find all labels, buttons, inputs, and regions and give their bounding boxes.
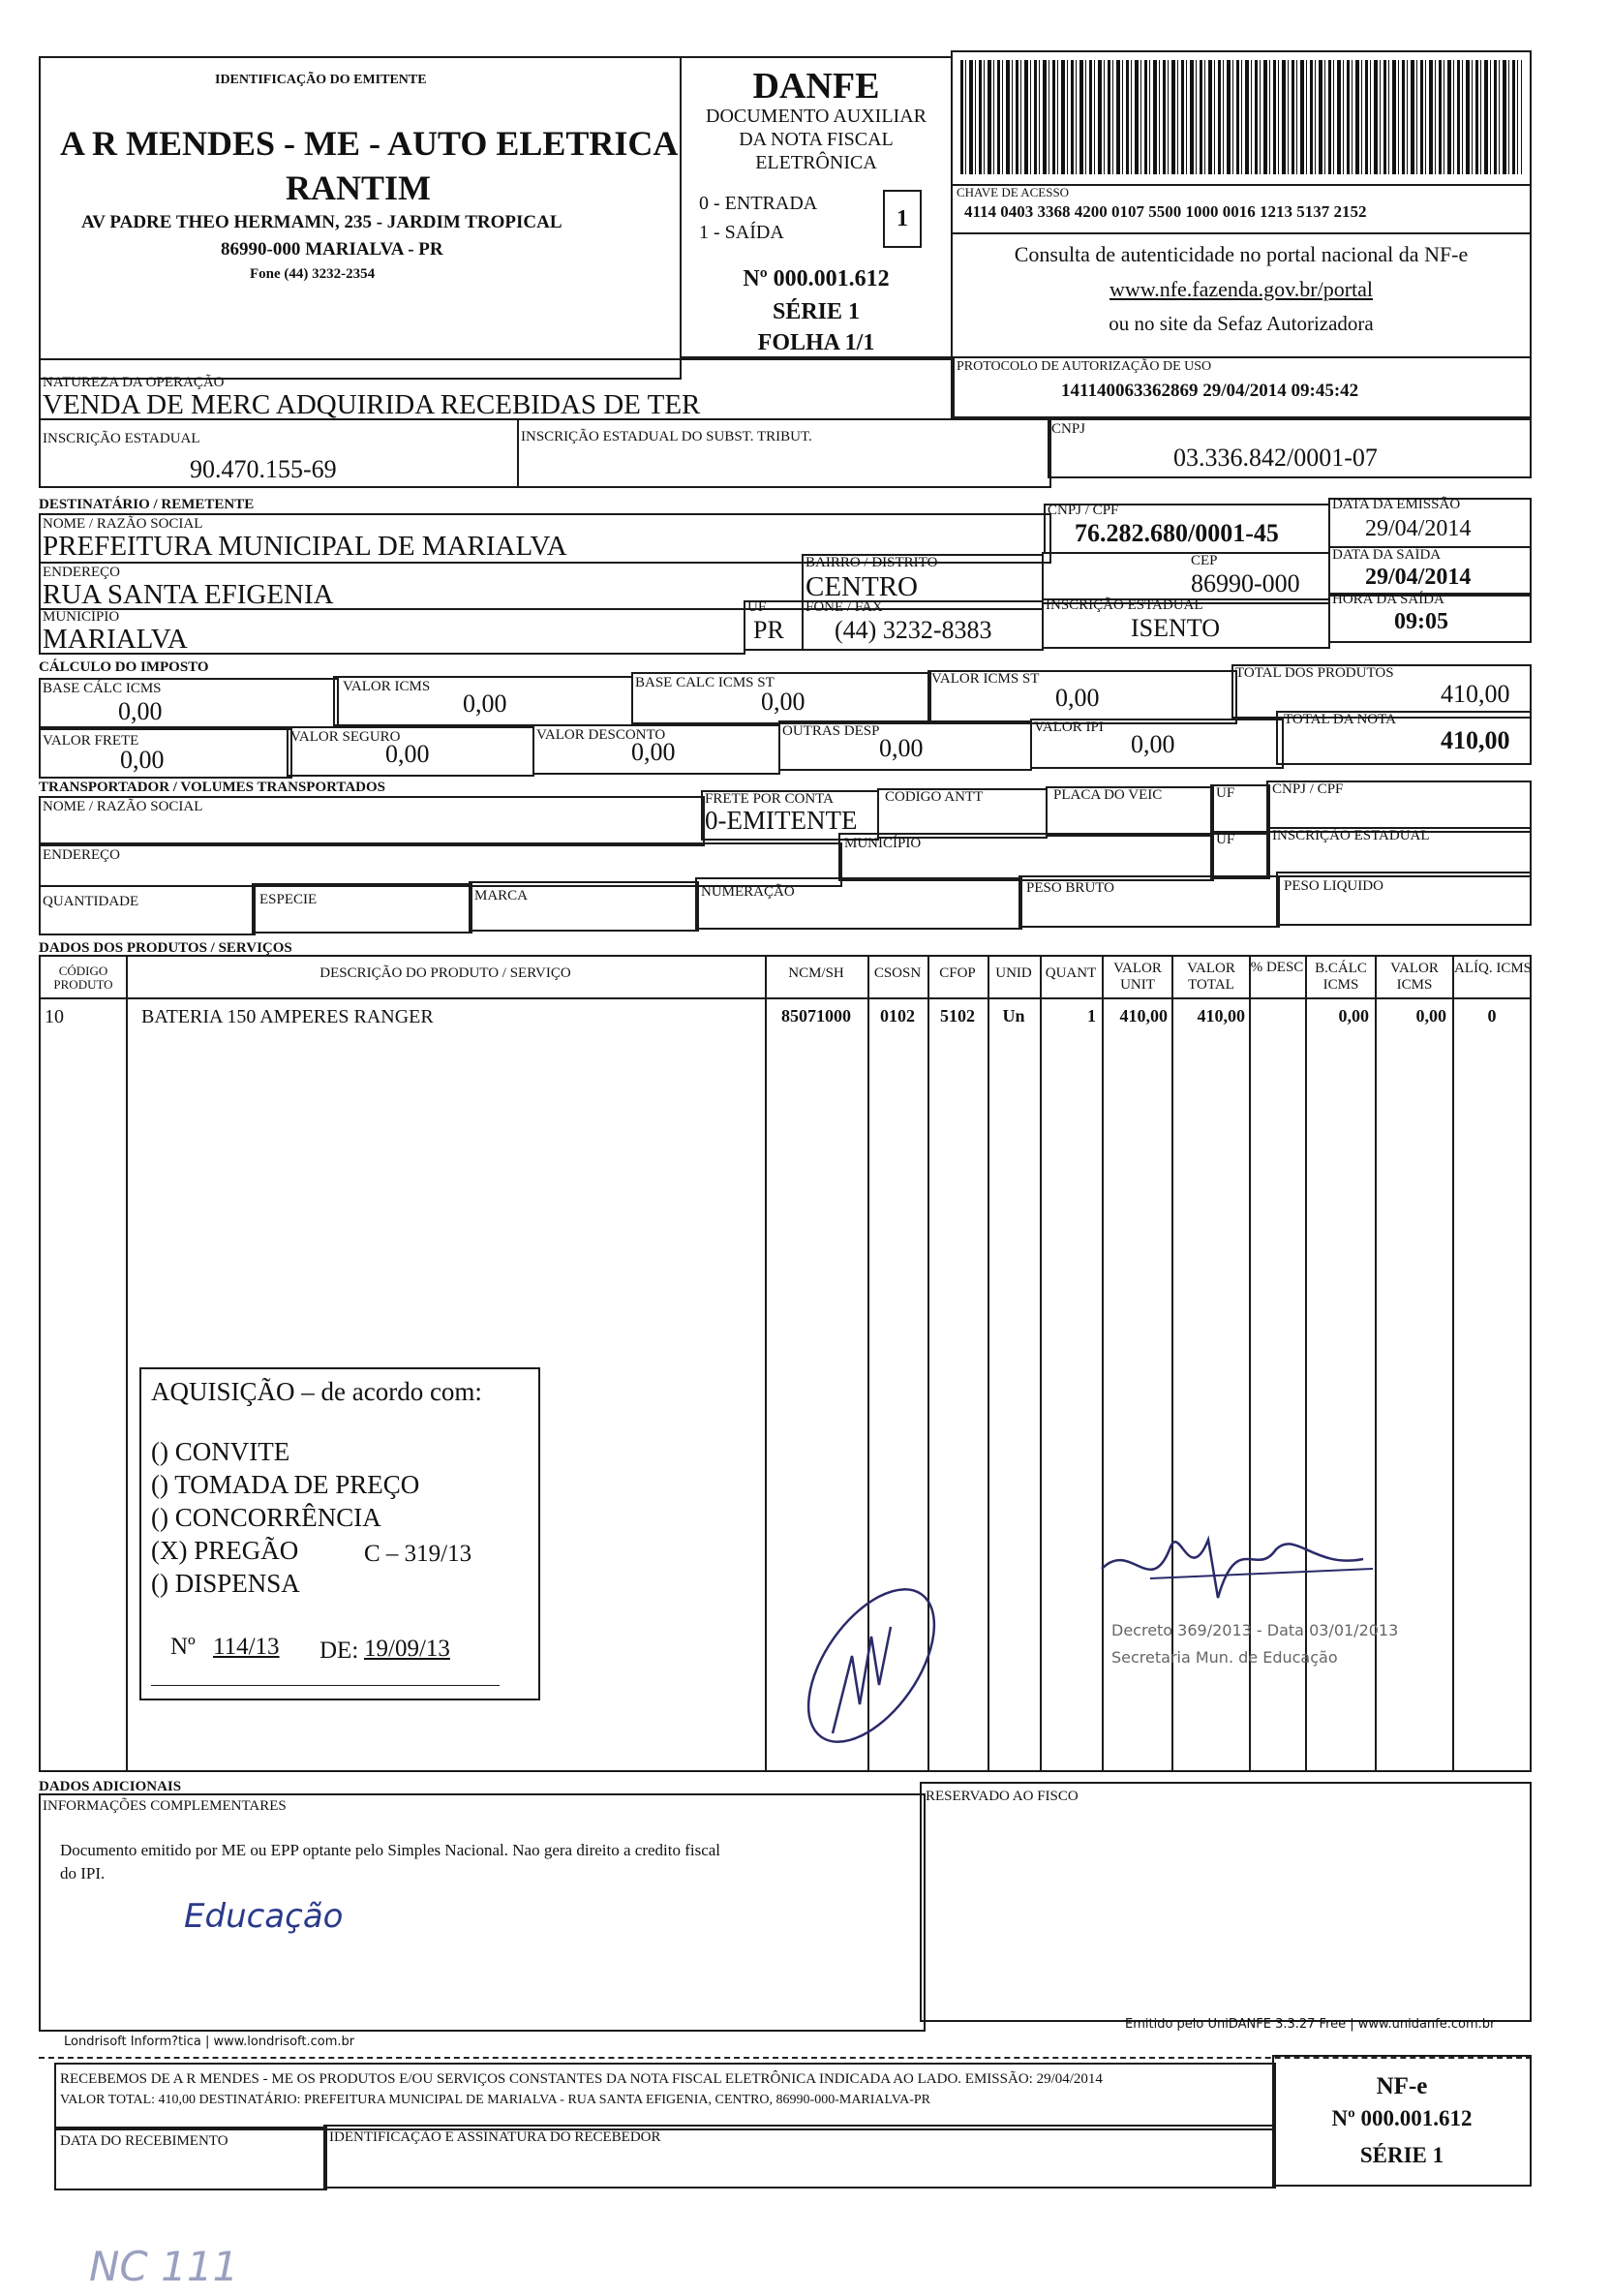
transp-frete-label: FRETE POR CONTA (705, 791, 834, 807)
dest-end-label: ENDEREÇO (43, 565, 120, 580)
dest-hora: 09:05 (1394, 609, 1448, 634)
td-aliq: 0 (1487, 1006, 1497, 1026)
emitente-section-label: IDENTIFICAÇÃO DO EMITENTE (215, 73, 427, 87)
footer-left: Londrisoft Inform?tica | www.londrisoft.com.br (64, 2035, 355, 2049)
transp-qtd-label: QUANTIDADE (43, 894, 139, 909)
canhoto-data-label: DATA DO RECEBIMENTO (60, 2133, 228, 2149)
imp-icms: 0,00 (463, 689, 507, 718)
ie-st-label: INSCRIÇÃO ESTADUAL DO SUBST. TRIBUT. (521, 429, 812, 444)
imposto-section-label: CÁLCULO DO IMPOSTO (39, 659, 209, 675)
tipo-value: 1 (897, 206, 908, 231)
stamp-underline (151, 1685, 500, 1686)
canhoto-numero: Nº 000.001.612 (1331, 2106, 1473, 2130)
transp-antt-label: CODIGO ANTT (885, 789, 984, 805)
imp-ipi-label: VALOR IPI (1034, 719, 1104, 735)
signature-mark-right (1092, 1511, 1383, 1627)
transp-section-label: TRANSPORTADOR / VOLUMES TRANSPORTADOS (39, 780, 386, 795)
danfe-numero: Nº 000.001.612 (743, 266, 890, 291)
col-div (1040, 955, 1042, 1772)
imp-vst: 0,00 (1055, 684, 1100, 712)
col-div (765, 955, 767, 1772)
dest-cep-label: CEP (1191, 553, 1218, 568)
dest-mun: MARIALVA (43, 624, 188, 655)
transp-ie-label: INSCRIÇÃO ESTADUAL (1272, 828, 1430, 843)
transp-esp-label: ESPECIE (259, 892, 318, 907)
dest-nome: PREFEITURA MUNICIPAL DE MARIALVA (43, 531, 567, 562)
ie-label: INSCRIÇÃO ESTADUAL (43, 431, 200, 446)
dest-emissao-label: DATA DA EMISSÃO (1332, 497, 1461, 512)
produtos-section-label: DADOS DOS PRODUTOS / SERVIÇOS (39, 940, 292, 956)
stamp-concorrencia: () CONCORRÊNCIA (151, 1503, 381, 1532)
transp-uf2-label: UF (1216, 832, 1235, 847)
consulta-text: Consulta de autenticidade no portal nacional da NF-e (1014, 242, 1469, 266)
danfe-folha: FOLHA 1/1 (757, 330, 875, 355)
info-label: INFORMAÇÕES COMPLEMENTARES (43, 1798, 287, 1814)
danfe-sub1: DOCUMENTO AUXILIAR (706, 106, 927, 127)
dest-cnpj-label: CNPJ / CPF (1048, 503, 1119, 518)
imp-icms-label: VALOR ICMS (343, 679, 431, 694)
emitente-phone: Fone (44) 3232-2354 (250, 266, 376, 282)
transp-qtd-box (39, 885, 256, 935)
imp-totnota-label: TOTAL DA NOTA (1284, 712, 1396, 727)
fisco-label: RESERVADO AO FISCO (926, 1789, 1079, 1804)
imp-basest: 0,00 (761, 688, 806, 716)
transp-num-label: NUMERAÇÃO (701, 884, 795, 900)
emitente-name: A R MENDES - ME - AUTO ELETRICA (60, 124, 679, 163)
td-bcalc: 0,00 (1338, 1006, 1369, 1026)
imp-desc-label: VALOR DESCONTO (536, 727, 666, 743)
td-csosn: 0102 (880, 1006, 915, 1026)
barcode-image (960, 60, 1522, 174)
dest-uf: PR (753, 616, 784, 644)
stamp-pregao-ref: C – 319/13 (364, 1541, 472, 1567)
th-quant: QUANT (1045, 965, 1097, 981)
th-codigo: CÓDIGO PRODUTO (53, 964, 113, 993)
signature-mark-left (775, 1569, 968, 1753)
protocolo-value: 141140063362869 29/04/2014 09:45:42 (1061, 381, 1359, 401)
dest-bairro: CENTRO (806, 571, 918, 602)
footer-right: Emitido pelo UniDANFE 3.3.27 Free | www.unidanfe.com.br (1125, 2017, 1496, 2032)
td-quant: 1 (1087, 1006, 1096, 1026)
dest-fone-label: FONE / FAX (806, 599, 883, 615)
th-desc: % DESC (1250, 960, 1304, 975)
transp-esp-box (252, 883, 472, 934)
imp-vst-label: VALOR ICMS ST (931, 671, 1040, 687)
imp-ipi: 0,00 (1131, 730, 1175, 758)
dest-mun-label: MUNICÍPIO (43, 609, 120, 625)
transp-pl-label: PESO LIQUIDO (1284, 878, 1383, 894)
td-codigo: 10 (45, 1006, 64, 1027)
stamp-tomada: () TOMADA DE PREÇO (151, 1470, 420, 1499)
cnpj-label: CNPJ (1051, 421, 1086, 437)
chave-value: 4114 0403 3368 4200 0107 5500 1000 0016 1213 5137 2152 (964, 202, 1367, 221)
chave-label: CHAVE DE ACESSO (957, 185, 1070, 199)
transp-mun-label: MUNICÍPIO (844, 836, 922, 851)
imp-totprod: 410,00 (1441, 680, 1510, 708)
signature-stamp-line1: Decreto 369/2013 - Data 03/01/2013 (1111, 1621, 1399, 1639)
imp-frete: 0,00 (120, 746, 165, 774)
cnpj-value: 03.336.842/0001-07 (1173, 444, 1378, 472)
stamp-numero-label: Nº (170, 1634, 196, 1660)
dest-ie-label: INSCRIÇÃO ESTADUAL (1046, 597, 1203, 613)
dest-saida-label: DATA DA SAÍDA (1332, 547, 1442, 563)
dest-bairro-label: BAIRRO / DISTRITO (806, 555, 938, 570)
th-descricao: DESCRIÇÃO DO PRODUTO / SERVIÇO (319, 965, 571, 981)
bottom-handwritten: NC 111 (89, 2243, 239, 2290)
th-unid: UNID (995, 965, 1032, 981)
td-vtotal: 410,00 (1197, 1006, 1245, 1026)
imp-desc: 0,00 (631, 738, 676, 766)
dest-end: RUA SANTA EFIGENIA (43, 579, 334, 610)
th-ncm: NCM/SH (788, 965, 844, 981)
imp-frete-label: VALOR FRETE (43, 733, 139, 749)
info-box (39, 1793, 926, 2032)
transp-placa-label: PLACA DO VEIC (1053, 787, 1163, 803)
td-unid: Un (1002, 1006, 1025, 1026)
transp-nome-label: NOME / RAZÃO SOCIAL (43, 799, 203, 814)
produtos-header-line (39, 997, 1532, 999)
th-bcalc: B.CÁLC ICMS (1315, 961, 1367, 994)
col-div (1375, 955, 1377, 1772)
imp-totnota: 410,00 (1441, 726, 1510, 754)
dest-emissao: 29/04/2014 (1365, 516, 1472, 541)
dest-cep: 86990-000 (1191, 569, 1300, 597)
emitente-city: 86990-000 MARIALVA - PR (221, 239, 443, 260)
stamp-de: 19/09/13 (364, 1636, 450, 1662)
dest-nome-label: NOME / RAZÃO SOCIAL (43, 516, 203, 532)
dest-ie: ISENTO (1131, 614, 1220, 642)
th-csosn: CSOSN (873, 965, 922, 981)
imp-seguro: 0,00 (385, 740, 430, 768)
dest-fone: (44) 3232-8383 (835, 616, 992, 644)
imp-base: 0,00 (118, 697, 163, 725)
signature-stamp-line2: Secretaria Mun. de Educação (1111, 1648, 1338, 1667)
stamp-dispensa: () DISPENSA (151, 1569, 300, 1598)
transp-marca-label: MARCA (474, 888, 529, 903)
emitente-name-2: RANTIM (286, 168, 431, 207)
td-vunit: 410,00 (1119, 1006, 1168, 1026)
danfe-serie: SÉRIE 1 (772, 299, 861, 324)
imp-totprod-label: TOTAL DOS PRODUTOS (1235, 665, 1394, 681)
th-vunit: VALOR UNIT (1113, 961, 1162, 994)
canhoto-nfe: NF-e (1376, 2073, 1428, 2099)
natureza-label: NATUREZA DA OPERAÇÃO (43, 375, 225, 390)
destinatario-section-label: DESTINATÁRIO / REMETENTE (39, 497, 255, 512)
transp-uf-label: UF (1216, 785, 1235, 801)
imp-outras-label: OUTRAS DESP (782, 723, 880, 739)
th-cfop: CFOP (939, 965, 976, 981)
transp-frete: 0-EMITENTE (705, 806, 858, 835)
danfe-title: DANFE (752, 66, 880, 107)
td-cfop: 5102 (940, 1006, 975, 1026)
canhoto-serie: SÉRIE 1 (1359, 2143, 1444, 2167)
th-vicms: VALOR ICMS (1390, 961, 1439, 994)
transp-pb-label: PESO BRUTO (1026, 880, 1114, 896)
transp-cnpj-label: CNPJ / CPF (1272, 781, 1344, 797)
stamp-title: AQUISIÇÃO – de acordo com: (151, 1377, 482, 1406)
stamp-pregao: (X) PREGÃO (151, 1536, 299, 1565)
th-vtotal: VALOR TOTAL (1187, 961, 1235, 994)
danfe-entrada: 0 - ENTRADA (699, 193, 818, 214)
td-ncm: 85071000 (781, 1006, 851, 1026)
info-line1: Documento emitido por ME ou EPP optante pelo Simples Nacional. Nao gera direito a credito fiscal (60, 1841, 721, 1859)
td-descricao: BATERIA 150 AMPERES RANGER (141, 1006, 434, 1027)
natureza-value: VENDA DE MERC ADQUIRIDA RECEBIDAS DE TER (43, 389, 701, 420)
dest-saida: 29/04/2014 (1365, 565, 1472, 590)
info-line2: do IPI. (60, 1864, 106, 1883)
stamp-de-label: DE: (319, 1638, 359, 1664)
danfe-sub2: DA NOTA FISCAL (739, 129, 894, 150)
fisco-box (920, 1782, 1532, 2022)
canhoto-line1: RECEBEMOS DE A R MENDES - ME OS PRODUTOS E/OU SERVIÇOS CONSTANTES DA NOTA FISCAL ELETRÔNICA INDICADA AO LADO. EMISSÃO: 29/04/2014 (60, 2071, 1103, 2087)
th-aliq: ALÍQ. ICMS (1454, 961, 1533, 976)
col-div (1102, 955, 1104, 1772)
imp-base-label: BASE CÁLC ICMS (43, 681, 162, 696)
danfe-saida: 1 - SAÍDA (699, 222, 784, 243)
consulta-url[interactable]: www.nfe.fazenda.gov.br/portal (1109, 277, 1374, 301)
dest-uf-label: UF (747, 599, 767, 615)
td-vicms: 0,00 (1415, 1006, 1446, 1026)
ie-value: 90.470.155-69 (190, 455, 337, 483)
adicionais-section-label: DADOS ADICIONAIS (39, 1779, 182, 1794)
stamp-convite: () CONVITE (151, 1437, 290, 1466)
emitente-address: AV PADRE THEO HERMAMN, 235 - JARDIM TROPICAL (81, 212, 562, 232)
stamp-numero: 114/13 (213, 1634, 280, 1660)
imp-seguro-label: VALOR SEGURO (290, 729, 401, 745)
dest-hora-label: HORA DA SAÍDA (1332, 592, 1444, 607)
imp-basest-label: BASE CALC ICMS ST (635, 675, 775, 690)
col-div (988, 955, 989, 1772)
consulta-sefaz: ou no site da Sefaz Autorizadora (1109, 312, 1374, 335)
handwritten-educacao: Educação (184, 1897, 344, 1936)
danfe-sub3: ELETRÔNICA (755, 152, 877, 173)
imp-outras: 0,00 (879, 734, 924, 762)
col-div (1452, 955, 1454, 1772)
canhoto-assinatura-label: IDENTIFICAÇÃO E ASSINATURA DO RECEBEDOR (329, 2129, 661, 2145)
protocolo-label: PROTOCOLO DE AUTORIZAÇÃO DE USO (957, 359, 1212, 374)
transp-end-label: ENDEREÇO (43, 847, 120, 863)
dest-cnpj: 76.282.680/0001-45 (1075, 519, 1279, 547)
canhoto-line2: VALOR TOTAL: 410,00 DESTINATÁRIO: PREFEITURA MUNICIPAL DE MARIALVA - RUA SANTA EFIGENIA, CENTRO, 86990-000-MARIALVA-PR (60, 2093, 931, 2107)
col-div (126, 955, 128, 1772)
